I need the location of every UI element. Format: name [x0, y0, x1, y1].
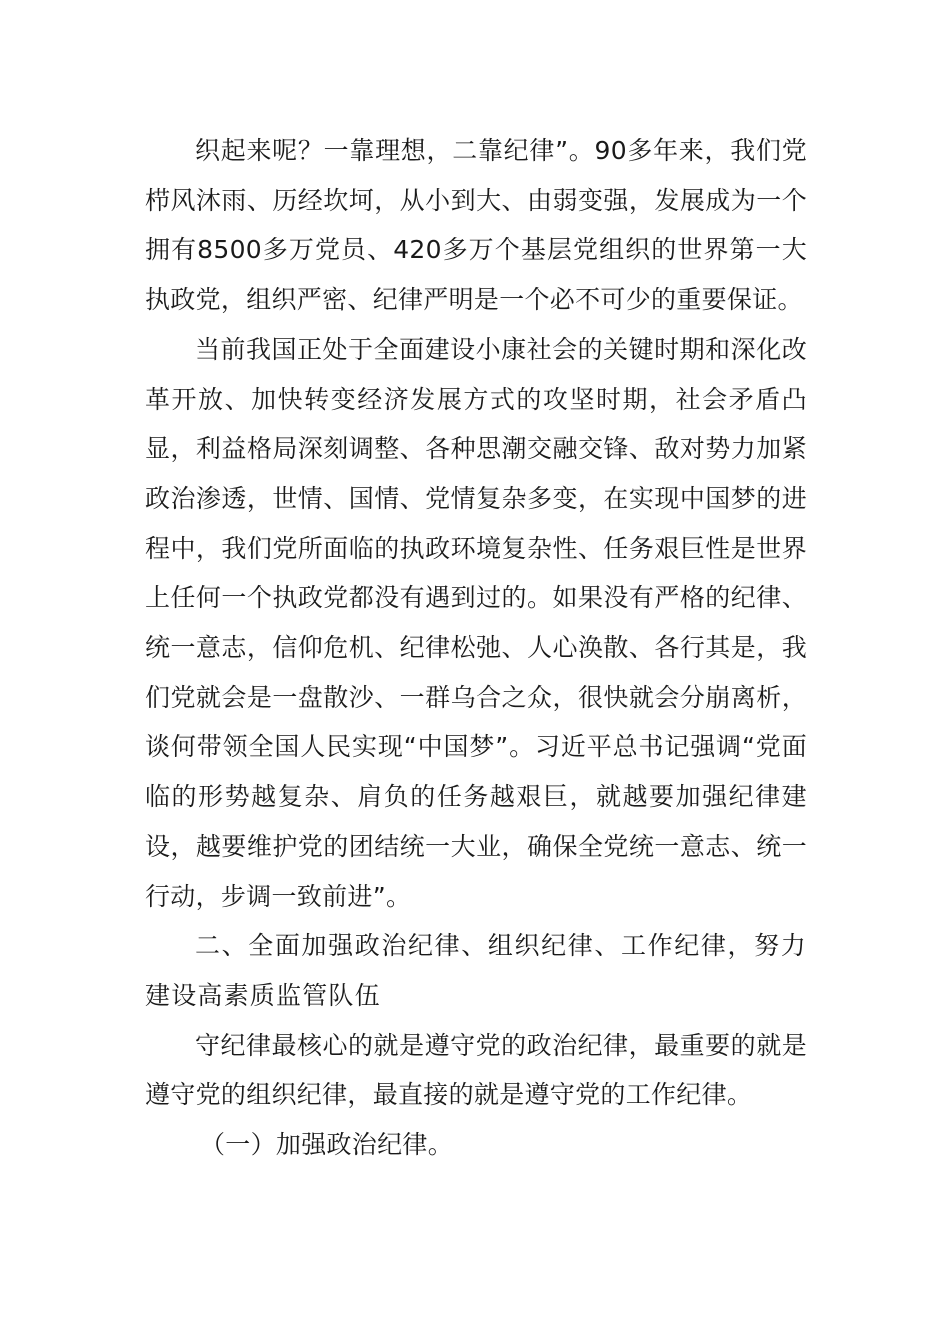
- paragraph-continuation: 织起来呢？一靠理想，二靠纪律”。90多年来，我们党栉风沐雨、历经坎坷，从小到大、由弱变强，发展成为一个拥有8500多万党员、420多万个基层党组织的世界第一大执政党，组织严密、纪律严明是一个必不可少的重要保证。: [145, 136, 807, 315]
- section-heading-2: 二、全面加强政治纪律、组织纪律、工作纪律，努力建设高素质监管队伍: [145, 931, 807, 1010]
- subsection-heading-1: （一）加强政治纪律。: [200, 1130, 454, 1160]
- paragraph-current-situation: 当前我国正处于全面建设小康社会的关键时期和深化改革开放、加快转变经济发展方式的攻坚时期，社会矛盾凸显，利益格局深刻调整、各种思潮交融交锋、敌对势力加紧政治渗透，世情、国情、党情复杂多变，在实现中国梦的进程中，我们党所面临的执政环境复杂性、任务艰巨性是世界上任何一个执政党都没有遇到过的。如果没有严格的纪律、统一意志，信仰危机、纪律松弛、人心涣散、各行其是，我们党就会是一盘散沙、一群乌合之众，很快就会分崩离析，谈何带领全国人民实现“中国梦”。习近平总书记强调“党面临的形势越复杂、肩负的任务越艰巨，就越要加强纪律建设，越要维护党的团结统一大业，确保全党统一意志、统一行动，步调一致前进”。: [145, 334, 807, 911]
- document-body: [145, 126, 807, 1170]
- paragraph-discipline-core: 守纪律最核心的就是遵守党的政治纪律，最重要的就是遵守党的组织纪律，最直接的就是遵守党的工作纪律。: [145, 1030, 807, 1110]
